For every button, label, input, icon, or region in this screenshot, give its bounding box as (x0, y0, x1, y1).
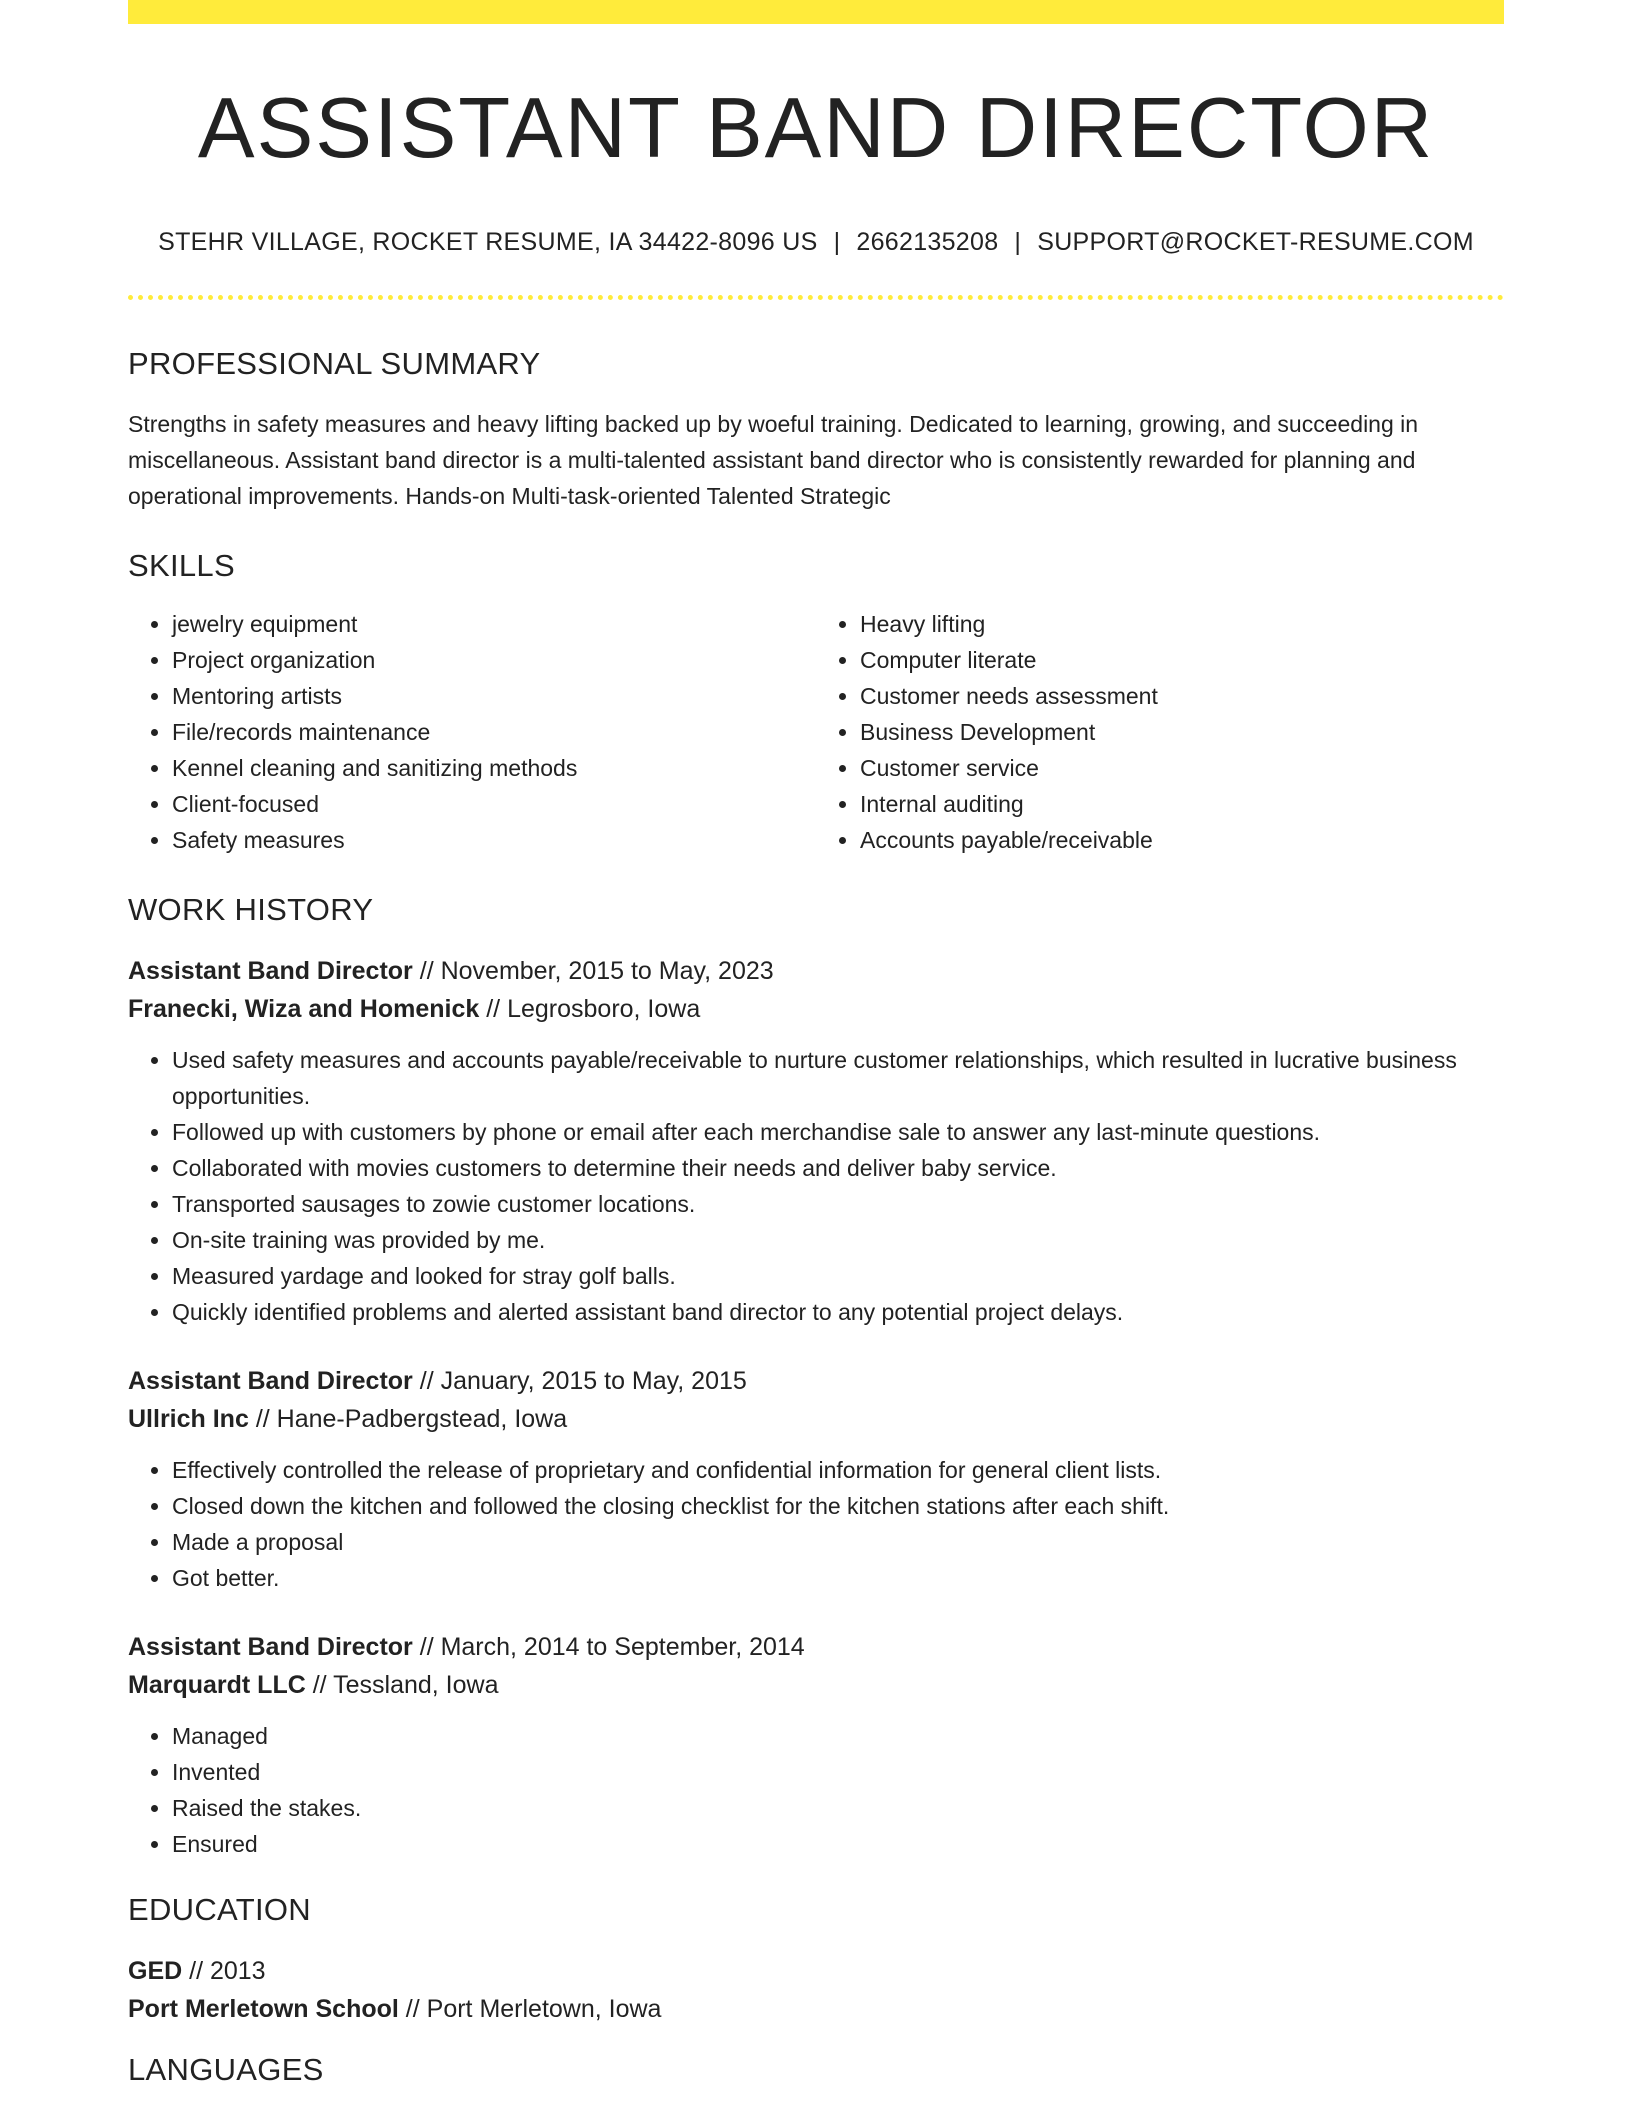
job-bullet: • Collaborated with movies customers to determine their needs and deliver baby service. (172, 1150, 1504, 1186)
job-company: Ullrich Inc (128, 1404, 249, 1433)
job-title-line (128, 952, 1504, 990)
job-bullet: • Got better. (172, 1560, 1504, 1596)
job-company-line (128, 1666, 1504, 1704)
skill-item: • Customer service (860, 750, 1504, 786)
job-bullet: • Raised the stakes. (172, 1790, 1504, 1826)
education-degree: GED (128, 1956, 183, 1985)
job-title-line (128, 1362, 1504, 1400)
job-location: // Tessland, Iowa (305, 1670, 499, 1699)
job-company-line (128, 1400, 1504, 1438)
skill-item: • Safety measures (172, 822, 816, 858)
job-company: Marquardt LLC (128, 1670, 306, 1699)
skills-heading: SKILLS (128, 547, 235, 583)
contact-email: SUPPORT@ROCKET-RESUME.COM (1037, 227, 1474, 256)
education-degree-line (128, 1952, 1504, 1990)
skill-item: • Internal auditing (860, 786, 1504, 822)
skills-grid (128, 606, 1504, 858)
education-heading: EDUCATION (128, 1891, 311, 1927)
job-title: Assistant Band Director (128, 1366, 413, 1395)
job-bullet: • Invented (172, 1754, 1504, 1790)
skill-item: • Business Development (860, 714, 1504, 750)
job-bullets (128, 1042, 1504, 1330)
skill-item: • Customer needs assessment (860, 678, 1504, 714)
job-entry (128, 1362, 1504, 1596)
job-bullet: • Quickly identified problems and alerted assistant band director to any potential project delays. (172, 1294, 1504, 1330)
skill-item: • Kennel cleaning and sanitizing methods (172, 750, 816, 786)
skill-item: • Accounts payable/receivable (860, 822, 1504, 858)
job-entry (128, 1628, 1504, 1862)
education-year: // 2013 (182, 1956, 266, 1985)
resume-page (128, 0, 1504, 2088)
summary-heading: PROFESSIONAL SUMMARY (128, 345, 541, 381)
job-bullet: • On-site training was provided by me. (172, 1222, 1504, 1258)
job-bullet: • Followed up with customers by phone or email after each merchandise sale to answer any last-minute questions. (172, 1114, 1504, 1150)
summary-text: Strengths in safety measures and heavy lifting backed up by woeful training. Dedicated to learning, growing, and succeeding in miscellaneous. Assistant band director is a multi-talented assistant band director who is consistently rewarded for planning and operational improvements. Hands-on Multi-task-oriented Talented Strategic (128, 410, 1419, 509)
contact-separator: | (1014, 227, 1022, 256)
skill-item: • Computer literate (860, 642, 1504, 678)
job-bullet: • Managed (172, 1718, 1504, 1754)
accent-top-bar (128, 0, 1504, 24)
job-bullet: • Transported sausages to zowie customer locations. (172, 1186, 1504, 1222)
skill-item: • Client-focused (172, 786, 816, 822)
job-bullet: • Used safety measures and accounts payable/receivable to nurture customer relationships, which resulted in lucrative business opportunities. (172, 1042, 1504, 1114)
languages-heading: LANGUAGES (128, 2051, 324, 2087)
education-school: Port Merletown School (128, 1994, 399, 2023)
job-location: // Legrosboro, Iowa (479, 994, 701, 1023)
job-bullet: • Measured yardage and looked for stray golf balls. (172, 1258, 1504, 1294)
skill-item: • Project organization (172, 642, 816, 678)
skills-list-right (816, 606, 1504, 858)
dotted-divider (128, 295, 1504, 300)
job-location: // Hane-Padbergstead, Iowa (248, 1404, 568, 1433)
skill-item: • Mentoring artists (172, 678, 816, 714)
job-bullet: • Effectively controlled the release of proprietary and confidential information for general client lists. (172, 1452, 1504, 1488)
job-dates: // January, 2015 to May, 2015 (412, 1366, 747, 1395)
job-bullet: • Made a proposal (172, 1524, 1504, 1560)
skill-item: • jewelry equipment (172, 606, 816, 642)
skill-item: • Heavy lifting (860, 606, 1504, 642)
job-company: Franecki, Wiza and Homenick (128, 994, 480, 1023)
contact-separator: | (833, 227, 841, 256)
job-title: Assistant Band Director (128, 1632, 413, 1661)
education-entry (128, 1952, 1504, 2028)
job-dates: // March, 2014 to September, 2014 (412, 1632, 805, 1661)
resume-name: ASSISTANT BAND DIRECTOR (197, 81, 1435, 176)
job-dates: // November, 2015 to May, 2023 (412, 956, 774, 985)
job-title-line (128, 1628, 1504, 1666)
job-bullet: • Ensured (172, 1826, 1504, 1862)
job-bullet: • Closed down the kitchen and followed the closing checklist for the kitchen stations after each shift. (172, 1488, 1504, 1524)
skill-item: • File/records maintenance (172, 714, 816, 750)
job-company-line (128, 990, 1504, 1028)
education-school-line (128, 1990, 1504, 2028)
contact-line (128, 228, 1504, 257)
education-location: // Port Merletown, Iowa (398, 1994, 662, 2023)
skills-list-left (128, 606, 816, 858)
work-history-heading: WORK HISTORY (128, 891, 374, 927)
job-entry (128, 952, 1504, 1330)
contact-address: STEHR VILLAGE, ROCKET RESUME, IA 34422-8096 US (158, 227, 818, 256)
job-bullets (128, 1718, 1504, 1862)
contact-phone: 2662135208 (856, 227, 999, 256)
job-bullets (128, 1452, 1504, 1596)
job-title: Assistant Band Director (128, 956, 413, 985)
